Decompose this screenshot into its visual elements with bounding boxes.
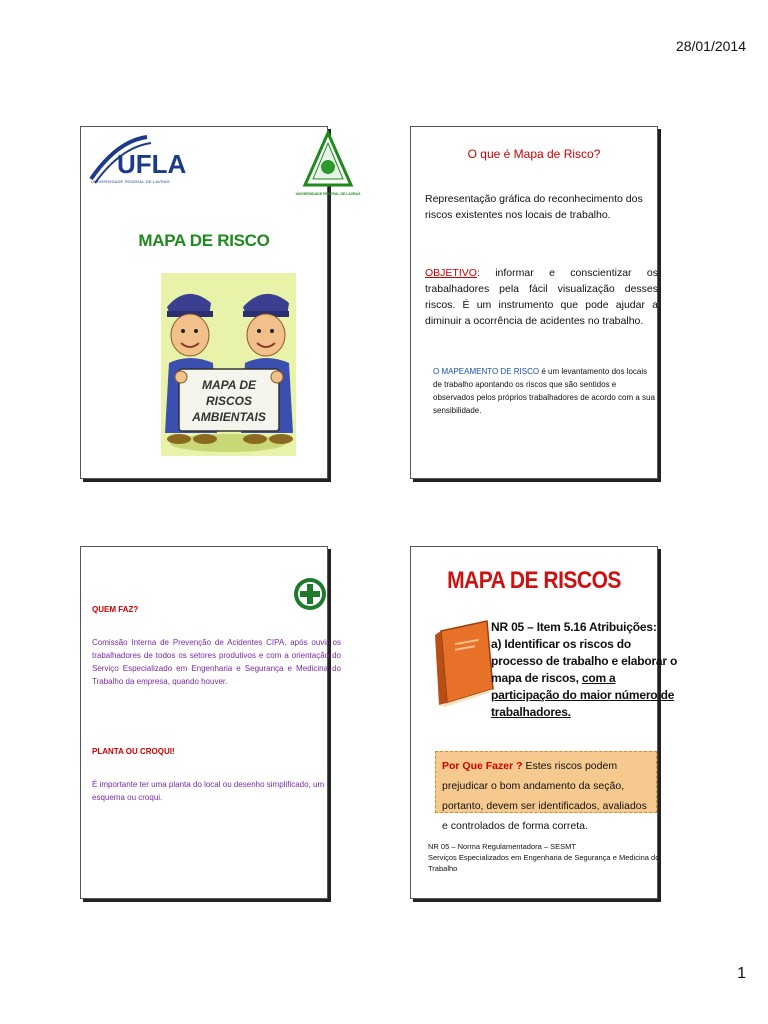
slide-4	[410, 546, 678, 899]
slide-4-title: MAPA DE RISCOS	[447, 567, 621, 594]
seal-caption: UNIVERSIDADE FEDERAL DE LAVRAS	[295, 192, 361, 196]
nr05-item-underlined: com a participação do maior número de trabalhadores.	[491, 671, 675, 719]
floor-plan-paragraph: É importante ter uma planta do local ou desenho simplificado, um esquema ou croqui.	[92, 780, 325, 802]
mapping-text: é um levantamento dos locais de trabalho apontando os riscos que são sentidos e observados pelos próprios trabalhadores de acordo com a sua sensibilidade.	[433, 367, 655, 415]
ufla-caption: UNIVERSIDADE FEDERAL DE LAVRAS	[91, 179, 170, 184]
footnote-line-2: Serviços Especializados em Engenharia de Segurança e Medicina do Trabalho	[428, 853, 660, 873]
slide-1-title: MAPA DE RISCO	[138, 231, 270, 250]
sign-line-1: MAPA DE	[202, 378, 256, 392]
ufla-logo-text: UFLA	[117, 149, 187, 179]
who-does-heading: QUEM FAZ?	[92, 605, 139, 614]
workers-holding-sign-illustration	[161, 273, 296, 456]
sign-line-3: AMBIENTAIS	[192, 410, 266, 424]
document-date: 28/01/2014	[675, 38, 746, 54]
book-icon	[427, 617, 499, 707]
nr05-item-body	[491, 636, 681, 721]
slide-2-title: O que é Mapa de Risco?	[467, 147, 601, 161]
footnote-line-1: NR 05 – Norma Regulamentadora – SESMT	[428, 842, 576, 851]
objective-text: : informar e conscientizar os trabalhadores pela fácil visualização desses riscos. É um instrumento que pode ajudar a diminuir a ocorrência de acidentes no trabalho.	[425, 267, 658, 327]
nr05-attributions-text	[491, 619, 681, 721]
slide-3	[80, 546, 341, 899]
why-do-it-text: Estes riscos podem prejudicar o bom andamento da seção, portanto, devem ser identificados, avaliados e controlados de forma correta.	[442, 760, 647, 832]
objective-label: OBJETIVO	[425, 267, 477, 279]
why-do-it-callout	[435, 751, 657, 832]
definition-paragraph: Representação gráfica do reconhecimento dos riscos existentes nos locais de trabalho.	[425, 193, 643, 221]
sign-line-2: RISCOS	[205, 394, 253, 408]
mapping-paragraph	[433, 365, 658, 417]
slide-1	[80, 126, 361, 479]
mapping-label: O MAPEAMENTO DE RISCO	[433, 367, 540, 376]
cipa-cross-icon	[293, 577, 327, 611]
floor-plan-heading: PLANTA OU CROQUI!	[92, 747, 175, 756]
nr05-item-text: a) Identificar os riscos do processo de trabalho e elaborar o mapa de riscos,	[491, 637, 678, 685]
why-do-it-label: Por Que Fazer ?	[442, 760, 523, 772]
page-number: 1	[737, 965, 746, 982]
slide-4-footnote	[428, 841, 678, 874]
university-seal-icon	[295, 129, 361, 207]
objective-paragraph	[425, 265, 658, 329]
slide-2	[410, 126, 658, 479]
who-does-paragraph: Comissão Interna de Prevenção de Acidentes CIPA, após ouvir os trabalhadores de todos os setores produtivos e com a orientação do Serviço Especializado em Engenharia e Segurança e Medicina do Trabalho da empresa, quando houver.	[92, 638, 341, 686]
nr05-item-heading: NR 05 – Item 5.16 Atribuições:	[491, 620, 657, 634]
